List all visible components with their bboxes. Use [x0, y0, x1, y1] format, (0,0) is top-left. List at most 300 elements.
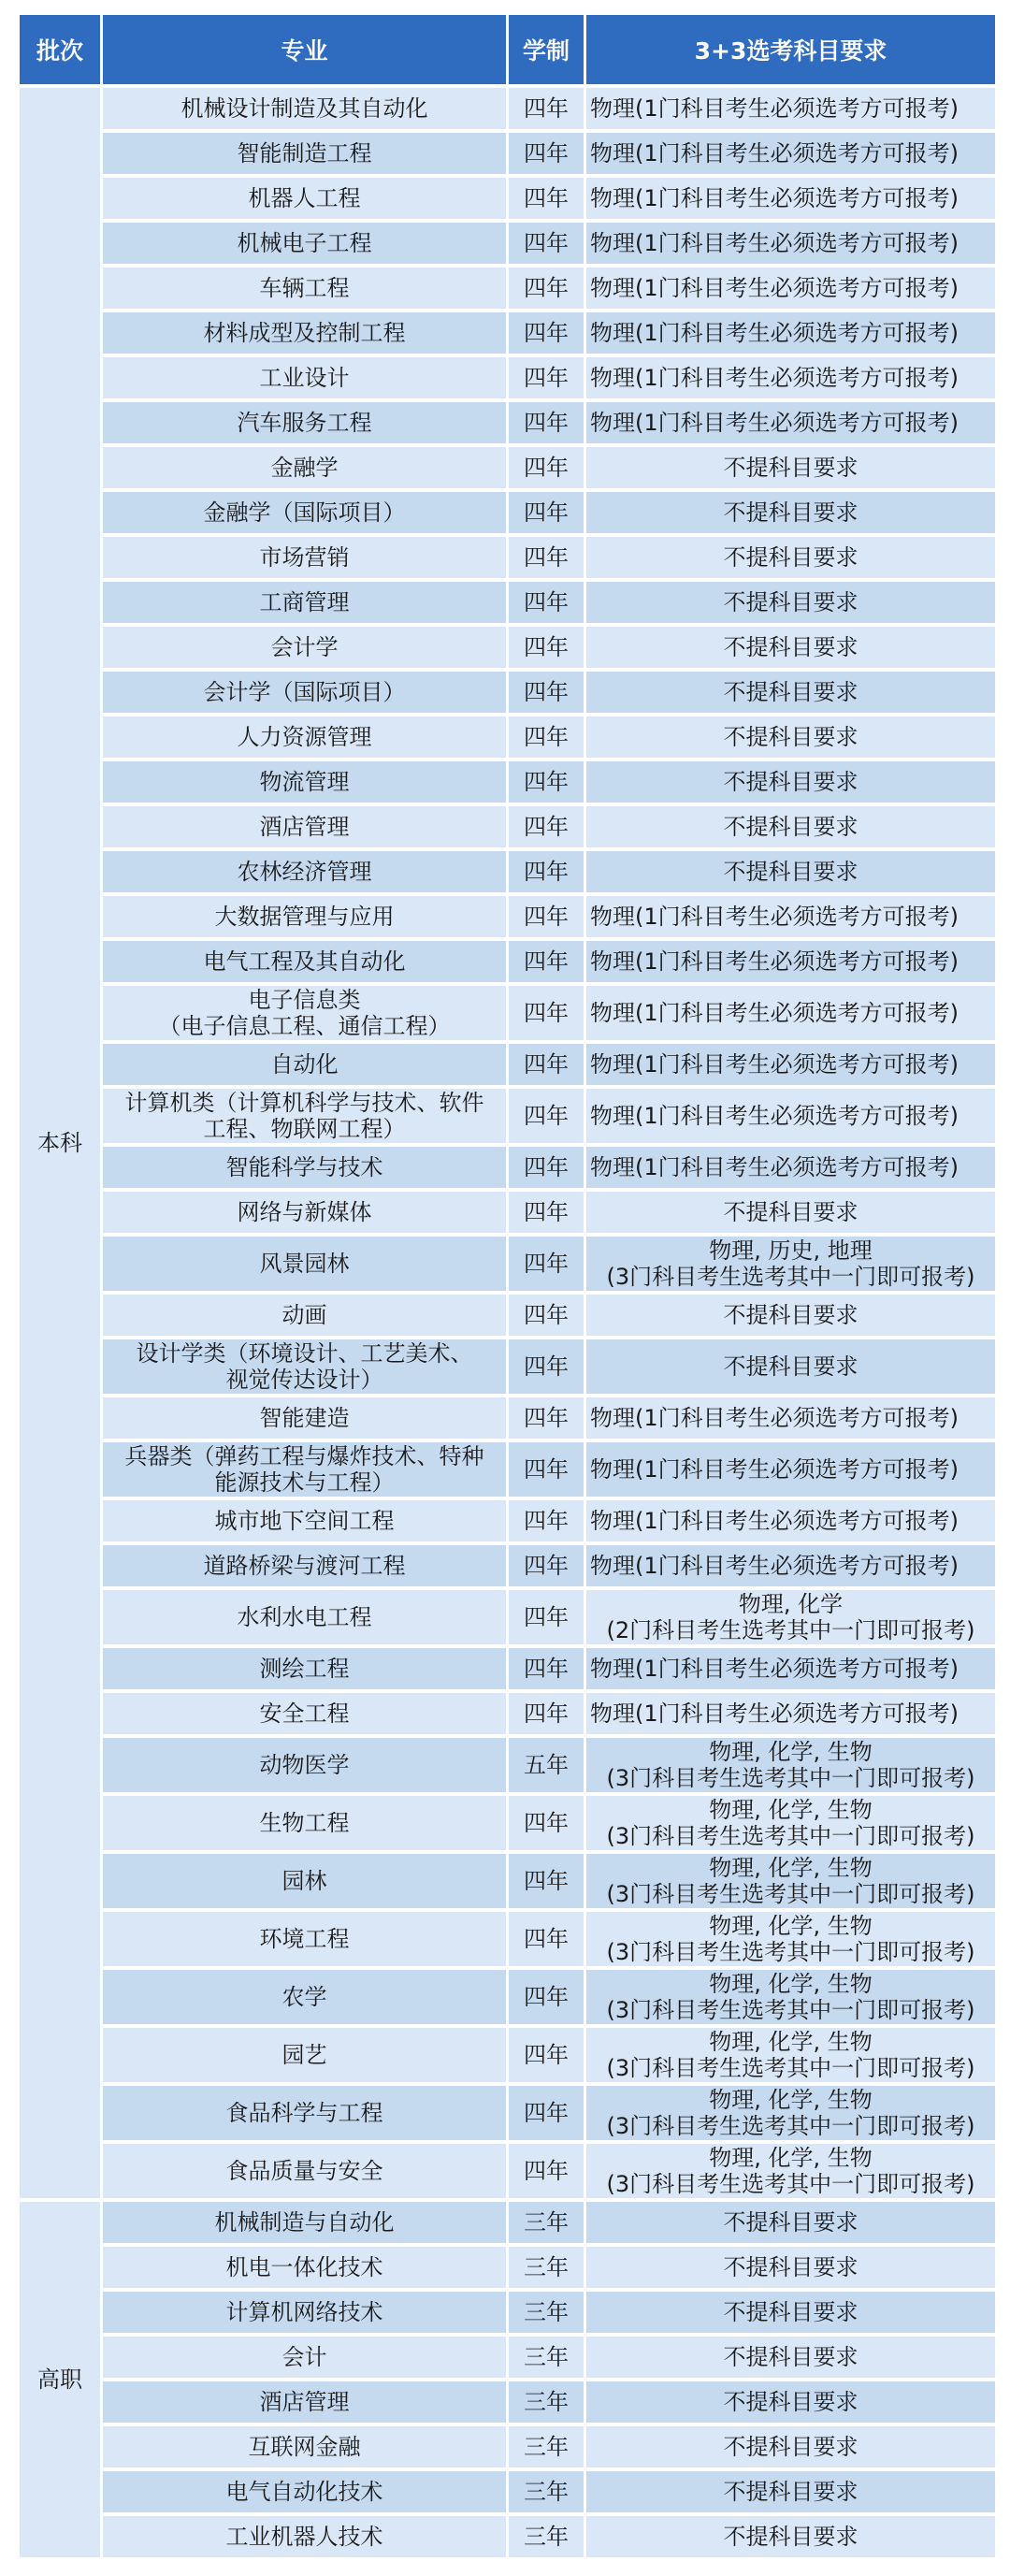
major-cell	[103, 2471, 506, 2512]
requirement-cell	[586, 402, 995, 443]
major-text: 机械制造与自动化	[214, 2209, 395, 2236]
major-text: 自动化	[270, 1051, 339, 1078]
duration-cell: 四年	[509, 2144, 584, 2198]
duration-cell: 四年	[509, 178, 584, 219]
requirement-text: 物理(1门科目考生必须选考方可报考)	[590, 1508, 959, 1534]
major-text: 车辆工程	[259, 275, 350, 301]
major-cell	[103, 2381, 506, 2423]
major-text: 金融学	[270, 455, 339, 481]
major-cell	[103, 1854, 506, 1908]
requirement-text: 物理, 化学, 生物	[709, 1971, 873, 1997]
major-cell	[103, 402, 506, 443]
requirement-text: 不提科目要求	[723, 2254, 858, 2280]
table-row	[20, 1796, 995, 1850]
major-text: 工商管理	[259, 589, 350, 615]
table-row	[20, 1970, 995, 2024]
requirement-text: 物理(1门科目考生必须选考方可报考)	[590, 1154, 959, 1180]
requirement-cell	[586, 1147, 995, 1188]
duration-cell: 四年	[509, 2086, 584, 2140]
table-row	[20, 133, 995, 174]
major-cell	[103, 2426, 506, 2467]
table-row	[20, 1738, 995, 1792]
major-cell	[103, 1970, 506, 2024]
major-cell	[103, 2202, 506, 2243]
table-row	[20, 1147, 995, 1188]
major-cell	[103, 2028, 506, 2082]
duration-cell: 四年	[509, 851, 584, 892]
major-text: 视觉传达设计）	[225, 1367, 383, 1393]
major-text: 城市地下空间工程	[214, 1508, 395, 1534]
major-text: 园林	[281, 1868, 327, 1894]
major-text: 生物工程	[259, 1810, 350, 1836]
major-text: 能源技术与工程）	[214, 1469, 395, 1496]
major-text: 会计学	[270, 634, 339, 660]
requirement-text: (3门科目考生选考其中一门即可报考)	[606, 1997, 975, 2023]
requirement-cell	[586, 1912, 995, 1966]
major-text: 动画	[281, 1302, 327, 1328]
duration-cell: 四年	[509, 1192, 584, 1233]
requirement-cell	[586, 1339, 995, 1394]
requirement-cell	[586, 582, 995, 623]
requirement-cell	[586, 851, 995, 892]
duration-cell: 四年	[509, 1442, 584, 1497]
requirement-cell	[586, 88, 995, 129]
major-cell	[103, 761, 506, 803]
requirement-cell	[586, 223, 995, 264]
table-row	[20, 537, 995, 578]
major-text: 电气工程及其自动化	[203, 948, 406, 975]
requirement-cell	[586, 2516, 995, 2557]
duration-cell: 四年	[509, 1970, 584, 2024]
requirement-text: 不提科目要求	[723, 1302, 858, 1328]
major-cell	[103, 2337, 506, 2378]
requirement-cell	[586, 2471, 995, 2512]
table-body	[20, 88, 995, 2557]
table-row	[20, 492, 995, 533]
table-row	[20, 1648, 995, 1689]
requirement-cell	[586, 1192, 995, 1233]
major-text: 会计学（国际项目）	[203, 679, 406, 705]
requirement-text: 不提科目要求	[723, 2479, 858, 2505]
major-cell	[103, 1089, 506, 1143]
requirement-cell	[586, 1397, 995, 1439]
duration-cell: 四年	[509, 2028, 584, 2082]
table-row	[20, 1590, 995, 1644]
table-row	[20, 357, 995, 398]
requirement-cell	[586, 1044, 995, 1085]
requirement-text: (3门科目考生选考其中一门即可报考)	[606, 1881, 975, 1907]
duration-cell: 四年	[509, 492, 584, 533]
requirement-text: (3门科目考生选考其中一门即可报考)	[606, 1765, 975, 1791]
duration-cell: 五年	[509, 1738, 584, 1792]
duration-cell: 三年	[509, 2381, 584, 2423]
duration-cell: 四年	[509, 447, 584, 488]
major-cell	[103, 88, 506, 129]
requirement-text: 物理(1门科目考生必须选考方可报考)	[590, 1000, 959, 1026]
table-row	[20, 1545, 995, 1586]
requirement-text: 不提科目要求	[723, 814, 858, 840]
duration-cell: 四年	[509, 627, 584, 668]
duration-cell: 四年	[509, 1044, 584, 1085]
major-cell	[103, 986, 506, 1040]
requirement-text: 不提科目要求	[723, 2524, 858, 2550]
requirement-cell	[586, 1237, 995, 1291]
duration-cell: 三年	[509, 2337, 584, 2378]
requirement-text: 物理(1门科目考生必须选考方可报考)	[590, 185, 959, 211]
major-text: 农学	[281, 1984, 327, 2010]
table-row	[20, 2028, 995, 2082]
duration-cell: 三年	[509, 2247, 584, 2288]
requirement-text: 不提科目要求	[723, 2389, 858, 2415]
major-text: 动物医学	[259, 1752, 350, 1778]
major-cell	[103, 1738, 506, 1792]
requirement-text: (3门科目考生选考其中一门即可报考)	[606, 1939, 975, 1965]
table-row	[20, 627, 995, 668]
requirement-text: 物理(1门科目考生必须选考方可报考)	[590, 410, 959, 436]
requirement-text: 物理(1门科目考生必须选考方可报考)	[590, 365, 959, 391]
requirement-text: 物理(1门科目考生必须选考方可报考)	[590, 95, 959, 122]
major-cell	[103, 1500, 506, 1541]
duration-cell: 四年	[509, 1339, 584, 1394]
table-row	[20, 896, 995, 937]
table-row	[20, 806, 995, 847]
major-cell	[103, 1339, 506, 1394]
duration-cell: 四年	[509, 312, 584, 354]
major-cell	[103, 133, 506, 174]
duration-cell: 三年	[509, 2516, 584, 2557]
requirement-cell	[586, 627, 995, 668]
header-batch: 批次	[20, 15, 100, 84]
requirement-cell	[586, 1545, 995, 1586]
requirement-text: 不提科目要求	[723, 2209, 858, 2236]
requirement-text: 物理(1门科目考生必须选考方可报考)	[590, 140, 959, 166]
major-cell	[103, 1237, 506, 1291]
table-row	[20, 1854, 995, 1908]
table-row	[20, 223, 995, 264]
requirement-text: 不提科目要求	[723, 455, 858, 481]
table-row	[20, 1912, 995, 1966]
requirement-text: (2门科目考生选考其中一门即可报考)	[606, 1617, 975, 1643]
duration-cell: 四年	[509, 582, 584, 623]
duration-cell: 四年	[509, 1500, 584, 1541]
table-row	[20, 1192, 995, 1233]
requirement-text: 物理(1门科目考生必须选考方可报考)	[590, 1456, 959, 1483]
requirement-cell	[586, 1648, 995, 1689]
header-duration: 学制	[509, 15, 584, 84]
requirement-cell	[586, 1295, 995, 1336]
header-major: 专业	[103, 15, 506, 84]
major-text: 计算机网络技术	[225, 2299, 383, 2325]
requirement-cell	[586, 2086, 995, 2140]
major-text: （电子信息工程、通信工程）	[158, 1013, 451, 1039]
major-text: 道路桥梁与渡河工程	[203, 1553, 406, 1579]
major-text: 汽车服务工程	[237, 410, 372, 436]
requirement-text: 不提科目要求	[723, 769, 858, 795]
requirement-cell	[586, 1854, 995, 1908]
requirement-cell	[586, 1970, 995, 2024]
duration-cell: 三年	[509, 2471, 584, 2512]
requirement-cell	[586, 1738, 995, 1792]
major-text: 风景园林	[259, 1251, 350, 1277]
requirement-text: 物理(1门科目考生必须选考方可报考)	[590, 1103, 959, 1129]
table-container	[17, 11, 998, 2561]
table-row	[20, 268, 995, 309]
requirement-text: 不提科目要求	[723, 1199, 858, 1225]
major-text: 智能建造	[259, 1405, 350, 1431]
requirement-cell	[586, 357, 995, 398]
table-row	[20, 2247, 995, 2288]
requirement-text: (3门科目考生选考其中一门即可报考)	[606, 2113, 975, 2139]
duration-cell: 三年	[509, 2426, 584, 2467]
requirement-text: 物理(1门科目考生必须选考方可报考)	[590, 1051, 959, 1078]
major-text: 工业设计	[259, 365, 350, 391]
duration-cell: 四年	[509, 1089, 584, 1143]
major-cell	[103, 447, 506, 488]
table-row	[20, 1500, 995, 1541]
major-cell	[103, 1545, 506, 1586]
table-header-row	[20, 15, 995, 84]
requirement-text: 物理, 化学	[738, 1591, 844, 1617]
requirement-text: 不提科目要求	[723, 634, 858, 660]
requirement-text: 物理(1门科目考生必须选考方可报考)	[590, 1405, 959, 1431]
requirement-cell	[586, 1796, 995, 1850]
duration-cell: 四年	[509, 1796, 584, 1850]
duration-cell: 四年	[509, 1147, 584, 1188]
major-text: 会计	[281, 2344, 327, 2370]
requirement-cell	[586, 761, 995, 803]
duration-cell: 四年	[509, 1397, 584, 1439]
duration-cell: 四年	[509, 268, 584, 309]
table-row	[20, 1237, 995, 1291]
duration-cell: 四年	[509, 357, 584, 398]
requirement-cell	[586, 941, 995, 982]
duration-cell: 四年	[509, 761, 584, 803]
requirement-cell	[586, 268, 995, 309]
major-text: 物流管理	[259, 769, 350, 795]
table-row	[20, 986, 995, 1040]
requirement-text: 物理(1门科目考生必须选考方可报考)	[590, 320, 959, 346]
major-cell	[103, 627, 506, 668]
requirement-text: 不提科目要求	[723, 499, 858, 526]
table-row	[20, 178, 995, 219]
major-cell	[103, 2086, 506, 2140]
table-row	[20, 2516, 995, 2557]
table-row	[20, 2292, 995, 2333]
major-text: 机械设计制造及其自动化	[180, 95, 428, 122]
major-cell	[103, 1796, 506, 1850]
table-row	[20, 672, 995, 713]
requirement-text: 不提科目要求	[723, 2344, 858, 2370]
table-row	[20, 761, 995, 803]
requirement-cell	[586, 2202, 995, 2243]
requirement-text: 不提科目要求	[723, 724, 858, 750]
table-row	[20, 2426, 995, 2467]
major-text: 智能科学与技术	[225, 1154, 383, 1180]
table-row	[20, 716, 995, 758]
duration-cell: 三年	[509, 2292, 584, 2333]
table-row	[20, 88, 995, 129]
major-cell	[103, 716, 506, 758]
requirement-cell	[586, 1089, 995, 1143]
major-text: 材料成型及控制工程	[203, 320, 406, 346]
major-text: 设计学类（环境设计、工艺美术、	[136, 1340, 473, 1367]
requirement-cell	[586, 312, 995, 354]
requirement-text: 物理, 化学, 生物	[709, 1913, 873, 1939]
requirement-text: 物理, 化学, 生物	[709, 2087, 873, 2113]
duration-cell: 四年	[509, 1648, 584, 1689]
requirement-text: 不提科目要求	[723, 589, 858, 615]
requirement-text: 物理, 化学, 生物	[709, 1797, 873, 1823]
duration-cell: 四年	[509, 1590, 584, 1644]
requirement-text: 物理, 化学, 生物	[709, 2029, 873, 2055]
major-text: 水利水电工程	[237, 1604, 372, 1630]
major-cell	[103, 357, 506, 398]
duration-cell: 四年	[509, 716, 584, 758]
table-row	[20, 1442, 995, 1497]
duration-cell: 三年	[509, 2202, 584, 2243]
major-cell	[103, 1693, 506, 1734]
requirement-text: 不提科目要求	[723, 859, 858, 885]
major-text: 园艺	[281, 2042, 327, 2068]
major-text: 市场营销	[259, 544, 350, 571]
duration-cell: 四年	[509, 537, 584, 578]
requirement-text: (3门科目考生选考其中一门即可报考)	[606, 2171, 975, 2197]
major-cell	[103, 2247, 506, 2288]
requirement-cell	[586, 178, 995, 219]
requirement-cell	[586, 2337, 995, 2378]
major-cell	[103, 1192, 506, 1233]
duration-cell: 四年	[509, 1854, 584, 1908]
table-row	[20, 2337, 995, 2378]
major-text: 金融学（国际项目）	[203, 499, 406, 526]
major-text: 酒店管理	[259, 2389, 350, 2415]
major-cell	[103, 492, 506, 533]
batch-cell: 高职	[20, 2202, 100, 2557]
requirement-text: 不提科目要求	[723, 679, 858, 705]
requirement-cell	[586, 447, 995, 488]
table-row	[20, 1044, 995, 1085]
major-text: 电子信息类	[248, 987, 361, 1013]
major-cell	[103, 672, 506, 713]
requirement-text: 物理, 化学, 生物	[709, 1855, 873, 1881]
major-text: 测绘工程	[259, 1656, 350, 1682]
table-row	[20, 2471, 995, 2512]
requirement-text: (3门科目考生选考其中一门即可报考)	[606, 1823, 975, 1849]
major-cell	[103, 851, 506, 892]
requirement-cell	[586, 986, 995, 1040]
major-cell	[103, 2292, 506, 2333]
major-text: 食品科学与工程	[225, 2100, 383, 2126]
table-row	[20, 1339, 995, 1394]
table-row	[20, 2144, 995, 2198]
major-text: 互联网金融	[248, 2434, 361, 2460]
table-row	[20, 2381, 995, 2423]
table-row	[20, 2086, 995, 2140]
requirement-cell	[586, 1500, 995, 1541]
requirement-cell	[586, 537, 995, 578]
requirement-cell	[586, 492, 995, 533]
requirement-cell	[586, 716, 995, 758]
requirement-text: 物理, 化学, 生物	[709, 1739, 873, 1765]
major-text: 智能制造工程	[237, 140, 372, 166]
requirement-text: 不提科目要求	[723, 2434, 858, 2460]
table-row	[20, 582, 995, 623]
table-row	[20, 447, 995, 488]
duration-cell: 四年	[509, 1912, 584, 1966]
requirement-text: 物理(1门科目考生必须选考方可报考)	[590, 230, 959, 256]
table-row	[20, 312, 995, 354]
major-cell	[103, 178, 506, 219]
requirement-text: 不提科目要求	[723, 2299, 858, 2325]
major-cell	[103, 537, 506, 578]
major-text: 农林经济管理	[237, 859, 372, 885]
major-cell	[103, 941, 506, 982]
major-cell	[103, 1147, 506, 1188]
table-row	[20, 2202, 995, 2243]
major-cell	[103, 1397, 506, 1439]
major-text: 食品质量与安全	[225, 2158, 383, 2184]
major-cell	[103, 1442, 506, 1497]
requirement-cell	[586, 2028, 995, 2082]
requirement-cell	[586, 2247, 995, 2288]
major-text: 工业机器人技术	[225, 2524, 383, 2550]
major-text: 酒店管理	[259, 814, 350, 840]
requirement-text: 物理(1门科目考生必须选考方可报考)	[590, 1656, 959, 1682]
major-cell	[103, 223, 506, 264]
requirement-text: 物理(1门科目考生必须选考方可报考)	[590, 275, 959, 301]
requirement-cell	[586, 2381, 995, 2423]
requirement-text: 物理(1门科目考生必须选考方可报考)	[590, 904, 959, 930]
table-row	[20, 1693, 995, 1734]
requirement-cell	[586, 2144, 995, 2198]
major-text: 大数据管理与应用	[214, 904, 395, 930]
duration-cell: 四年	[509, 1693, 584, 1734]
major-text: 工程、物联网工程）	[203, 1116, 406, 1142]
requirement-text: 物理(1门科目考生必须选考方可报考)	[590, 1553, 959, 1579]
major-text: 电气自动化技术	[225, 2479, 383, 2505]
major-cell	[103, 1590, 506, 1644]
requirement-cell	[586, 133, 995, 174]
major-cell	[103, 312, 506, 354]
requirement-cell	[586, 1693, 995, 1734]
duration-cell: 四年	[509, 88, 584, 129]
major-text: 计算机类（计算机科学与技术、软件	[124, 1090, 484, 1116]
duration-cell: 四年	[509, 133, 584, 174]
duration-cell: 四年	[509, 986, 584, 1040]
major-cell	[103, 1648, 506, 1689]
duration-cell: 四年	[509, 806, 584, 847]
requirement-text: 不提科目要求	[723, 1353, 858, 1380]
major-text: 安全工程	[259, 1700, 350, 1727]
table-row	[20, 1295, 995, 1336]
major-text: 机械电子工程	[237, 230, 372, 256]
major-cell	[103, 582, 506, 623]
major-text: 人力资源管理	[237, 724, 372, 750]
requirement-text: (3门科目考生选考其中一门即可报考)	[606, 2055, 975, 2081]
major-cell	[103, 1044, 506, 1085]
duration-cell: 四年	[509, 672, 584, 713]
duration-cell: 四年	[509, 896, 584, 937]
batch-cell: 本科	[20, 88, 100, 2198]
major-text: 网络与新媒体	[237, 1199, 372, 1225]
requirement-text: 物理, 历史, 地理	[709, 1237, 873, 1264]
duration-cell: 四年	[509, 402, 584, 443]
table-row	[20, 941, 995, 982]
admission-requirements-table	[17, 11, 998, 2561]
requirement-text: 物理(1门科目考生必须选考方可报考)	[590, 948, 959, 975]
table-row	[20, 402, 995, 443]
requirement-cell	[586, 1590, 995, 1644]
